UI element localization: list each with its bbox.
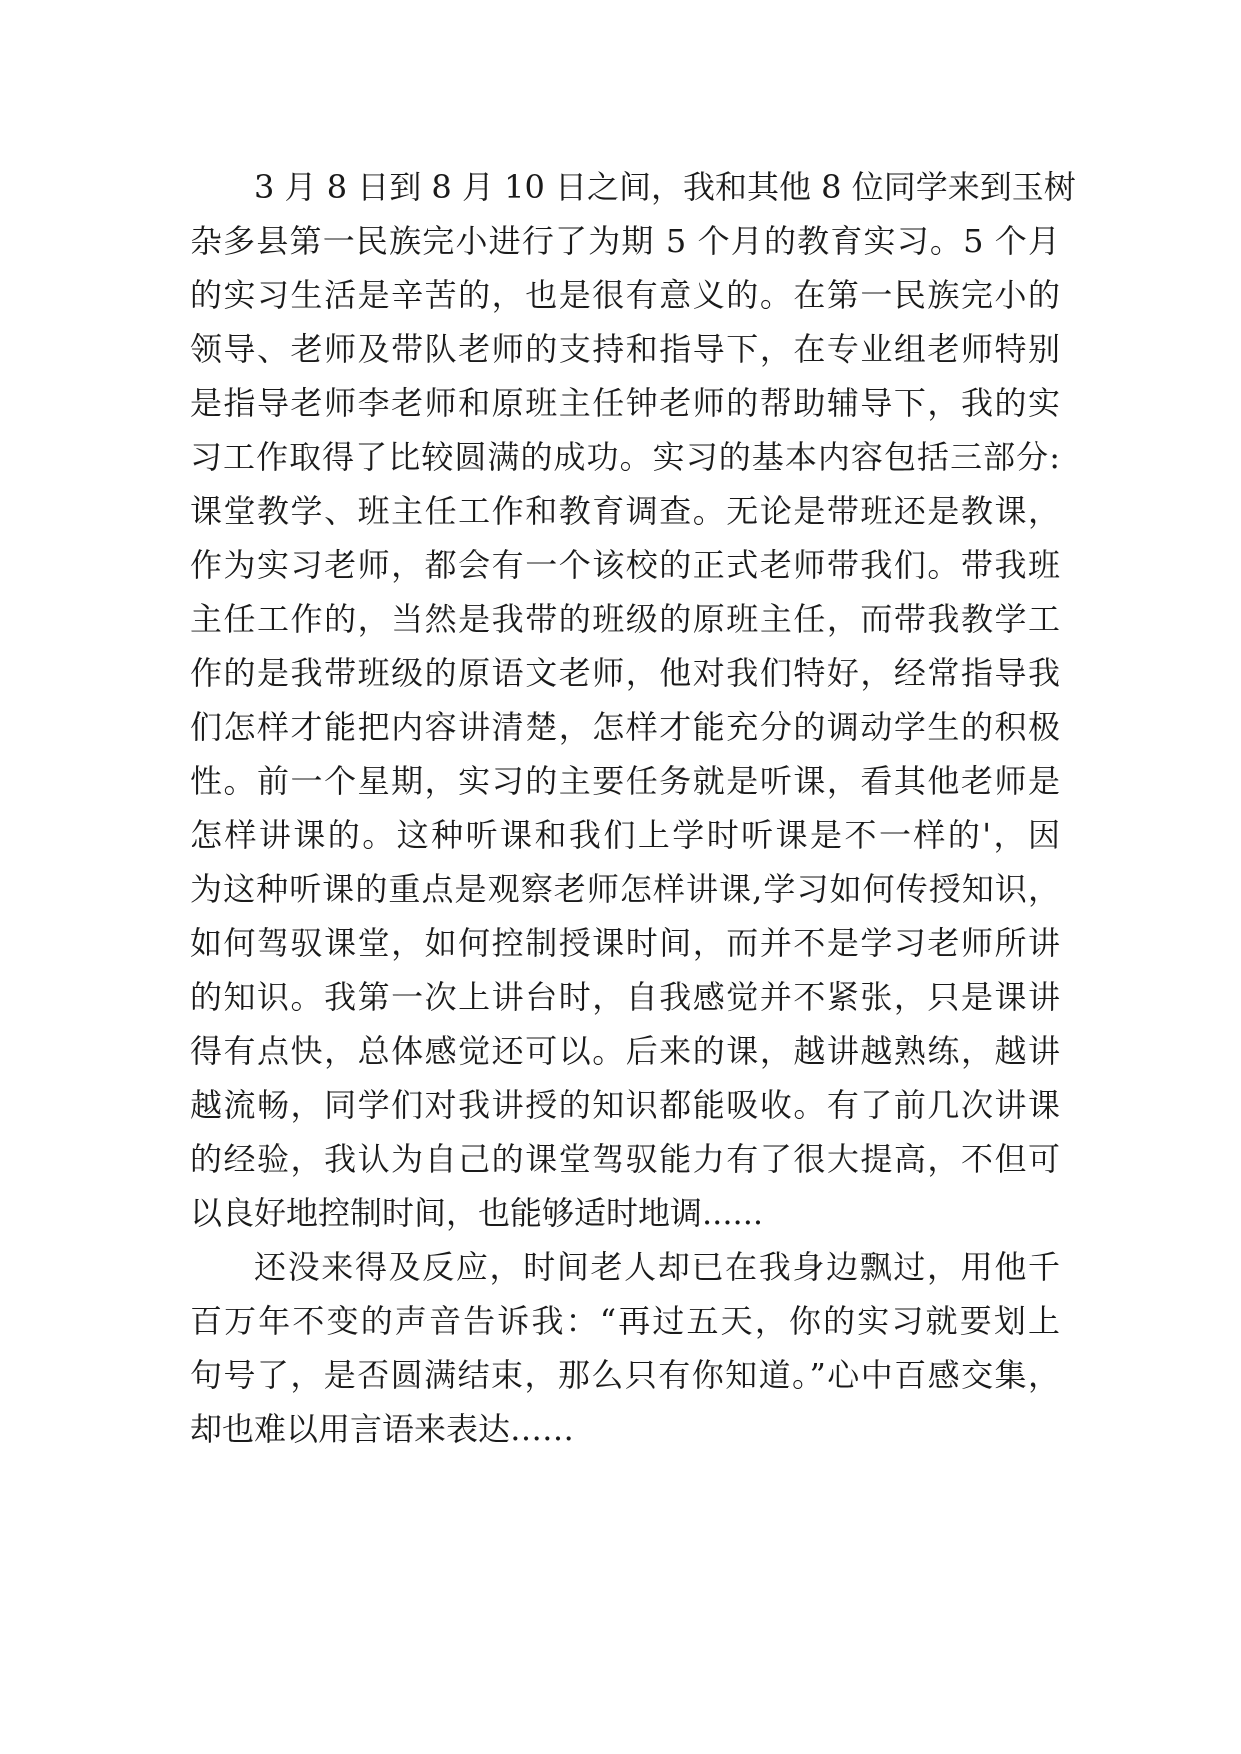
paragraph-line: 得有点快，总体感觉还可以。后来的课，越讲越熟练，越讲: [190, 1032, 1060, 1070]
paragraph-line: 作的是我带班级的原语文老师，他对我们特好，经常指导我: [190, 654, 1060, 692]
paragraph-line: 3 月 8 日到 8 月 10 日之间，我和其他 8 位同学来到玉树: [254, 168, 1076, 206]
paragraph-line: 习工作取得了比较圆满的成功。实习的基本内容包括三部分:: [190, 438, 1060, 476]
paragraph-line: 作为实习老师，都会有一个该校的正式老师带我们。带我班: [190, 546, 1060, 584]
paragraph-line: 主任工作的，当然是我带的班级的原班主任，而带我教学工: [190, 600, 1060, 638]
paragraph-line: 还没来得及反应，时间老人却已在我身边飘过，用他千: [254, 1248, 1060, 1286]
paragraph-line: 领导、老师及带队老师的支持和指导下，在专业组老师特别: [190, 330, 1060, 368]
paragraph-line: 却也难以用言语来表达……: [190, 1410, 575, 1448]
paragraph-line: 的实习生活是辛苦的，也是很有意义的。在第一民族完小的: [190, 276, 1060, 314]
paragraph-line: 性。前一个星期，实习的主要任务就是听课，看其他老师是: [190, 762, 1060, 800]
document-body: [190, 160, 1076, 1456]
paragraph-line: 以良好地控制时间，也能够适时地调......: [190, 1194, 764, 1232]
paragraph-line: 为这种听课的重点是观察老师怎样讲课,学习如何传授知识，: [190, 870, 1060, 908]
paragraph-line: 百万年不变的声音告诉我：“再过五天，你的实习就要划上: [190, 1302, 1060, 1340]
paragraph-line: 课堂教学、班主任工作和教育调查。无论是带班还是教课，: [190, 492, 1060, 530]
paragraph-line: 是指导老师李老师和原班主任钟老师的帮助辅导下，我的实: [190, 384, 1060, 422]
paragraph-line: 杂多县第一民族完小进行了为期 5 个月的教育实习。5 个月: [190, 222, 1060, 260]
paragraph-line: 如何驾驭课堂，如何控制授课时间，而并不是学习老师所讲: [190, 924, 1060, 962]
paragraph-line: 的知识。我第一次上讲台时，自我感觉并不紧张，只是课讲: [190, 978, 1060, 1016]
paragraph-line: 怎样讲课的。这种听课和我们上学时听课是不一样的'，因: [190, 816, 1060, 854]
paragraph-line: 句号了，是否圆满结束，那么只有你知道。”心中百感交集，: [190, 1356, 1060, 1394]
paragraph-line: 的经验，我认为自己的课堂驾驭能力有了很大提高，不但可: [190, 1140, 1060, 1178]
paragraph-line: 越流畅，同学们对我讲授的知识都能吸收。有了前几次讲课: [190, 1086, 1060, 1124]
paragraph-line: 们怎样才能把内容讲清楚，怎样才能充分的调动学生的积极: [190, 708, 1060, 746]
paragraph-2: [190, 1240, 1060, 1456]
paragraph-1: [190, 160, 1076, 1240]
